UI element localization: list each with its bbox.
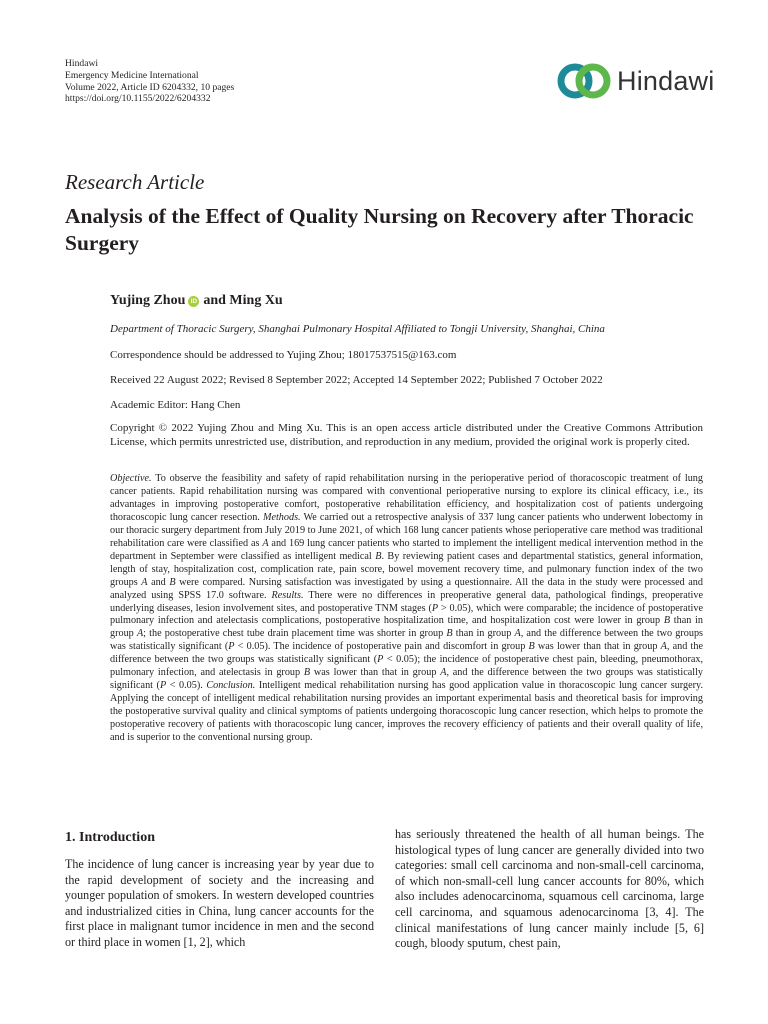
abstract-methods-text: and (147, 576, 170, 588)
group-label: A (141, 576, 148, 588)
abstract-conclusion: Intelligent medical rehabilitation nursing has good application value in thoracoscopic lung cancer surgery. Applying the concept of intelligent medical rehabilitation nursing provides an important experimental basis and theoretical basis for improving the postoperative survival quality and clinical symptoms of patients undergoing thoracoscopic lung cancer resection, which helps to promote the postoperative recovery of patients with thoracoscopic lung cancer, improves the recovery efficiency of patients and their overall quality of life, and is superior to the conventional nursing group. (110, 680, 703, 744)
abstract-results-text: ; the postoperative chest tube drain placement time was shorter in group (143, 628, 447, 640)
academic-editor: Academic Editor: Hang Chen (110, 399, 241, 411)
abstract-methods-text: were compared. Nursing satisfaction was investigated by using a questionnaire. All the data in the study were processed and analyzed using SPSS 17.0 software. (110, 576, 703, 601)
abstract-methods-label: Methods. (262, 511, 301, 523)
abstract-methods-text: and 169 lung cancer patients who started to implement the intelligent medical intervention method in the department in September were classified as intelligent medical (110, 537, 703, 562)
abstract-results-text: was lower than that in group (534, 641, 661, 653)
group-label: B (528, 641, 535, 653)
abstract-results-text: was lower than that in group (310, 667, 441, 679)
body-column-right: has seriously threatened the health of all human beings. The histological types of lung cancer are generally divided into two categories: small cell carcinoma and non-small-cell carcinoma, of which non-small-cell lung cancer accounts for 80%, which also includes adenocarcinoma, squamous cell carcinoma, large cell carcinoma, and squamous adenocarcinoma [3, 4]. The clinical manifestations of lung cancer mainly include [5, 6] cough, bloody sputum, chest pain, (395, 827, 704, 951)
journal-name: Emergency Medicine International (65, 69, 199, 81)
hindawi-logo-icon (556, 62, 612, 100)
abstract-conclusion-label: Conclusion. (206, 680, 256, 692)
abstract-methods-text: We carried out a retrospective analysis of 337 lung cancer patients who underwent lobectomy in our thoracic surgery department from July 2019 to June 2021, of which 168 lung cancer patients whose perioperative care method was traditional rehabilitation care were classified as (110, 511, 703, 549)
p-value-symbol: P (159, 680, 167, 692)
abstract-objective: To observe the feasibility and safety of rapid rehabilitation nursing in the perioperative period of thoracoscopic treatment of lung cancer patients. Rapid rehabilitation nursing was compared with conventional perioperative nursing to explore its clinical efficacy, i.e., its advantages in improving postoperative comfort, postoperative rehabilitation efficiency, and hospitalization cost of patients undergoing thoracoscopic lung cancer resection. (110, 473, 703, 523)
abstract-results-text: < 0.05). The incidence of postoperative pain and discomfort in group (234, 641, 529, 653)
abstract-results-text: < 0.05). (166, 680, 207, 692)
p-value-symbol: P (377, 654, 384, 666)
abstract-methods-text: . By reviewing patient cases and departmental statistics, general information, length of stay, hospitalization cost, complication rate, pain score, bowel movement recovery time, and pulmonary function index of the two groups (110, 550, 703, 588)
p-value-symbol: P (228, 641, 235, 653)
abstract-results-text: , and the difference between the two groups was statistically significant ( (110, 628, 704, 653)
article-title: Analysis of the Effect of Quality Nursing on Recovery after Thoracic Surgery (65, 204, 694, 255)
author-ming-xu[interactable]: and Ming Xu (203, 293, 283, 308)
publication-dates: Received 22 August 2022; Revised 8 September 2022; Accepted 14 September 2022; Published 7 October 2022 (110, 374, 603, 386)
abstract-results-text: > 0.05), which were comparable; the incidence of postoperative pulmonary infection and atelectasis complications, postoperative hospitalization time, and hospitalization cost were lower in group (110, 602, 703, 627)
journal-meta (65, 58, 234, 105)
group-label: A (660, 641, 667, 653)
group-label: A (262, 537, 269, 549)
affiliation: Department of Thoracic Surgery, Shanghai Pulmonary Hospital Affiliated to Tongji University, Shanghai, China (110, 323, 605, 335)
volume-line: Volume 2022, Article ID 6204332, 10 pages (65, 81, 235, 93)
author-yujing-zhou[interactable]: Yujing Zhou (110, 293, 186, 308)
doi-link[interactable]: https://doi.org/10.1155/2022/6204332 (65, 93, 211, 105)
abstract-objective-label: Objective. (110, 473, 152, 484)
publisher-name: Hindawi (65, 58, 99, 69)
hindawi-logo (556, 62, 714, 100)
group-label: B (375, 550, 382, 562)
abstract (110, 473, 703, 745)
section-heading-introduction: 1. Introduction (65, 830, 155, 845)
body-column-left: The incidence of lung cancer is increasing year by year due to the rapid development of society and the increasing and younger population of smokers. In western developed countries and industrialized cities in China, lung cancer accounts for the first place in malignant tumor incidence in men and the second or third place in women [1, 2], which (65, 857, 374, 949)
copyright-notice: Copyright © 2022 Yujing Zhou and Ming Xu. This is an open access article distributed under the Creative Commons Attribution License, which permits unrestricted use, distribution, and reproduction in any medium, provided the original work is properly cited. (110, 422, 703, 448)
abstract-results-text: than in group (110, 615, 703, 640)
p-value-symbol: P (431, 602, 439, 614)
abstract-results-text: , and the difference between the two groups was statistically significant ( (110, 667, 704, 692)
abstract-results-text: , and the difference between the two groups was statistically significant ( (110, 641, 704, 666)
abstract-results-text: than in group (452, 628, 515, 640)
group-label: B (169, 576, 176, 588)
group-label: A (440, 667, 447, 679)
group-label: B (663, 615, 671, 627)
group-label: A (136, 628, 144, 640)
correspondence: Correspondence should be addressed to Yujing Zhou; 18017537515@163.com (110, 349, 457, 361)
article-type-label: Research Article (65, 170, 205, 194)
group-label: A (514, 628, 521, 640)
author-list (110, 293, 283, 309)
hindawi-logo-text: Hindawi (617, 65, 715, 96)
group-label: B (446, 628, 453, 640)
group-label: B (303, 667, 311, 679)
abstract-results-text: < 0.05); the incidence of postoperative chest pain, bleeding, pneumothorax, pulmonary infection, and atelectasis in group (110, 654, 704, 679)
abstract-results-text: There were no differences in preoperative general data, pathological findings, preoperative underlying diseases, lesion involvement sites, and postoperative TNM stages ( (110, 589, 704, 614)
abstract-results-label: Results. (271, 589, 304, 601)
orcid-icon[interactable]: iD (188, 296, 199, 307)
